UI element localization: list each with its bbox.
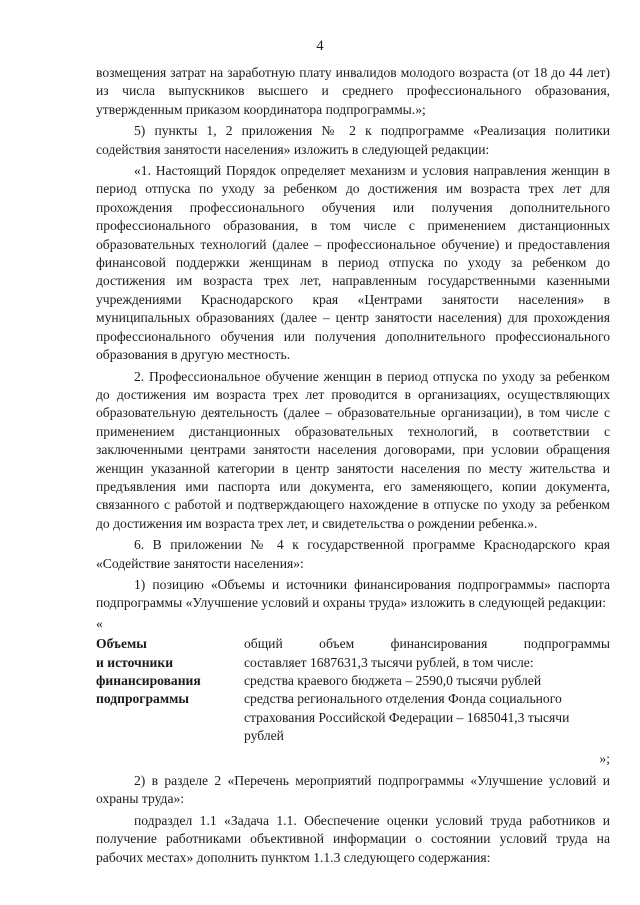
funding-table-label (96, 635, 244, 745)
paragraph-7: 2) в разделе 2 «Перечень мероприятий подпрограммы «Улучшение условий и охраны труда»: (96, 773, 610, 807)
funding-label-line: подпрограммы (96, 691, 189, 707)
paragraph-8: подраздел 1.1 «Задача 1.1. Обеспечение оценки условий труда работников и получение работниками объективной информации о состоянии условий труда на рабочих местах» дополнить пунктом 1.1.3 следующего содержания: (96, 812, 610, 865)
paragraph-1: возмещения затрат на заработную плату инвалидов молодого возраста (от 18 до 44 лет) из числа выпускников высшего и среднего профессионального образования, утвержденным приказом координатора подпрограммы.»; (96, 65, 610, 117)
paragraph-2: 5) пункты 1, 2 приложения № 2 к подпрограмме «Реализация политики содействия занятости населения» изложить в следующей редакции: (96, 123, 610, 157)
document-body (96, 64, 610, 867)
paragraph-6: 1) позицию «Объемы и источники финансирования подпрограммы» паспорта подпрограммы «Улучшение условий и охраны труда» изложить в следующей редакции: (96, 576, 610, 611)
paragraph-5: 6. В приложении № 4 к государственной программе Краснодарского края «Содействие занятости населения»: (96, 537, 610, 571)
funding-value-line: средства краевого бюджета – 2590,0 тысячи рублей (244, 673, 542, 688)
funding-value-line: общий объем финансирования подпрограммы (244, 636, 610, 652)
paragraph-4: 2. Профессиональное обучение женщин в период отпуска по уходу за ребенком до достижения им возраста трех лет проводится в организациях, осуществляющих образовательную деятельность (далее – образовательные организации), в том числе с применением дистанционных образовательных технологий, в соответствии с заключенными центрами занятости населения договорами, при условии обращения женщин указанной категории в центр занятости населения по месту жительства и предъявления ими паспорта или документа, его заменяющего, копии документа, связанного с работой и подтверждающего нахождение в отпуске по уходу за ребенком до достижения им возраста трех лет, и свидетельства о рождении ребенка.». (96, 368, 610, 531)
funding-label-line: финансирования (96, 673, 201, 688)
page-number: 4 (316, 38, 324, 54)
funding-table (96, 635, 610, 745)
funding-table-value (244, 635, 610, 745)
quote-open-mark: « (96, 615, 103, 631)
quote-close-mark: »; (599, 750, 610, 766)
funding-label-line: Объемы (96, 636, 147, 652)
funding-label-line: и источники (96, 654, 174, 670)
paragraph-3: «1. Настоящий Порядок определяет механизм и условия направления женщин в период отпуска по уходу за ребенком до достижения им возраста трех лет для прохождения профессионального обучения или получения дополнительного профессионального образования, в том числе с применением дистанционных образовательных технологий (далее – профессиональное обучение) и предоставления финансовой поддержки женщинам в период отпуска по уходу за ребенком до достижения им возраста трех лет, направленным государственными казенными учреждениями Краснодарского края «Центрами занятости населения» в муниципальных образованиях (далее – центр занятости населения) для прохождения профессионального обучения или получения дополнительного профессионального образования в другую местность. (96, 163, 610, 363)
funding-value-line: средства регионального отделения Фонда социального страхования Российской Федерации – 1685041,3 тысячи рублей (244, 691, 570, 744)
funding-value-line: составляет 1687631,3 тысячи рублей, в том числе: (244, 654, 534, 670)
